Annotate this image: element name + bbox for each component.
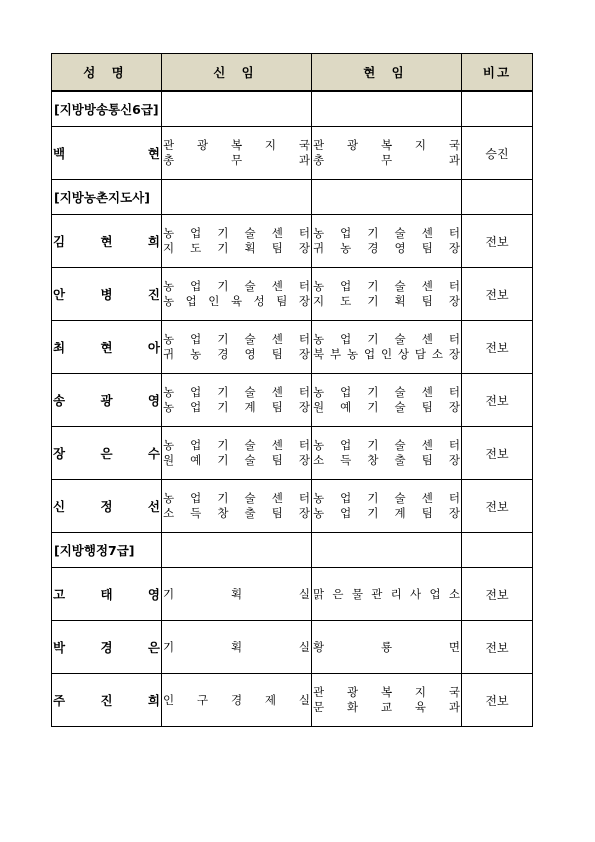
position-line: 원 예 기 술 팀 장: [163, 453, 310, 467]
position-line: 농 업 기 술 센 터: [163, 226, 310, 240]
table-row: [52, 480, 533, 533]
position-line: 농 업 인 육 성 팀 장: [163, 294, 310, 308]
table-row: [52, 321, 533, 374]
header-name: 성 명: [52, 54, 162, 92]
remark-cell: 전보: [462, 215, 533, 268]
empty-cell: [312, 91, 462, 127]
position-line: 총 무 과: [163, 153, 310, 167]
new-position-cell: [162, 374, 312, 427]
remark-cell: 전보: [462, 268, 533, 321]
position-line: 귀 농 경 영 팀 장: [313, 241, 460, 255]
person-name: 고 태 영: [52, 568, 162, 621]
current-position-cell: [312, 674, 462, 727]
position-line: 소 득 창 출 팀 장: [313, 453, 460, 467]
position-line: 농 업 기 술 센 터: [163, 332, 310, 346]
empty-cell: [312, 533, 462, 568]
table-row: [52, 127, 533, 180]
position-line: 농 업 기 술 센 터: [313, 226, 460, 240]
person-name: 백 현: [52, 127, 162, 180]
header-new-position: 신 임: [162, 54, 312, 92]
position-line: 농 업 기 계 팀 장: [313, 506, 460, 520]
current-position-cell: [312, 321, 462, 374]
remark-cell: 승진: [462, 127, 533, 180]
current-position-cell: [312, 268, 462, 321]
new-position-cell: [162, 268, 312, 321]
group-label: [지방방송통신6급]: [52, 91, 162, 127]
current-position-cell: [312, 621, 462, 674]
group-label: [지방행정7급]: [52, 533, 162, 568]
position-line: 농 업 기 술 센 터: [163, 279, 310, 293]
table-body: [52, 91, 533, 727]
current-position-cell: [312, 480, 462, 533]
empty-cell: [162, 533, 312, 568]
position-line: 소 득 창 출 팀 장: [163, 506, 310, 520]
position-line: 관 광 복 지 국: [313, 685, 460, 699]
empty-cell: [312, 180, 462, 215]
position-line: 총 무 과: [313, 153, 460, 167]
group-row: [52, 533, 533, 568]
remark-cell: 전보: [462, 621, 533, 674]
position-line: 농 업 기 술 센 터: [163, 438, 310, 452]
person-name: 안 병 진: [52, 268, 162, 321]
person-name: 장 은 수: [52, 427, 162, 480]
position-line: 기 획 실: [163, 587, 310, 601]
position-line: 원 예 기 술 팀 장: [313, 400, 460, 414]
new-position-cell: [162, 568, 312, 621]
personnel-table: [51, 53, 533, 727]
new-position-cell: [162, 215, 312, 268]
position-line: 지 도 기 획 팀 장: [163, 241, 310, 255]
position-line: 관 광 복 지 국: [313, 138, 460, 152]
current-position-cell: [312, 215, 462, 268]
table-row: [52, 621, 533, 674]
person-name: 송 광 영: [52, 374, 162, 427]
person-name: 박 경 은: [52, 621, 162, 674]
empty-cell: [162, 91, 312, 127]
header-remark: 비고: [462, 54, 533, 92]
position-line: 인 구 경 제 실: [163, 693, 310, 707]
position-line: 북 부 농 업 인 상 담 소 장: [313, 347, 460, 361]
empty-cell: [462, 91, 533, 127]
table-row: [52, 374, 533, 427]
new-position-cell: [162, 480, 312, 533]
new-position-cell: [162, 621, 312, 674]
remark-cell: 전보: [462, 568, 533, 621]
position-line: 농 업 기 술 센 터: [313, 438, 460, 452]
position-line: 황 룡 면: [313, 640, 460, 654]
empty-cell: [162, 180, 312, 215]
new-position-cell: [162, 427, 312, 480]
position-line: 문 화 교 육 과: [313, 700, 460, 714]
table-header-row: [52, 54, 533, 92]
position-line: 농 업 기 계 팀 장: [163, 400, 310, 414]
new-position-cell: [162, 127, 312, 180]
person-name: 최 현 아: [52, 321, 162, 374]
table-row: [52, 674, 533, 727]
new-position-cell: [162, 321, 312, 374]
table-row: [52, 568, 533, 621]
position-line: 맑 은 물 관 리 사 업 소: [313, 587, 460, 601]
position-line: 농 업 기 술 센 터: [163, 385, 310, 399]
position-line: 농 업 기 술 센 터: [163, 491, 310, 505]
new-position-cell: [162, 674, 312, 727]
empty-cell: [462, 533, 533, 568]
table-row: [52, 427, 533, 480]
remark-cell: 전보: [462, 321, 533, 374]
person-name: 신 정 선: [52, 480, 162, 533]
position-line: 관 광 복 지 국: [163, 138, 310, 152]
position-line: 기 획 실: [163, 640, 310, 654]
remark-cell: 전보: [462, 674, 533, 727]
position-line: 귀 농 경 영 팀 장: [163, 347, 310, 361]
remark-cell: 전보: [462, 480, 533, 533]
current-position-cell: [312, 427, 462, 480]
current-position-cell: [312, 127, 462, 180]
table-row: [52, 268, 533, 321]
group-label: [지방농촌지도사]: [52, 180, 162, 215]
group-row: [52, 180, 533, 215]
position-line: 농 업 기 술 센 터: [313, 332, 460, 346]
position-line: 지 도 기 획 팀 장: [313, 294, 460, 308]
position-line: 농 업 기 술 센 터: [313, 279, 460, 293]
position-line: 농 업 기 술 센 터: [313, 491, 460, 505]
group-row: [52, 91, 533, 127]
current-position-cell: [312, 568, 462, 621]
position-line: 농 업 기 술 센 터: [313, 385, 460, 399]
remark-cell: 전보: [462, 374, 533, 427]
person-name: 주 진 희: [52, 674, 162, 727]
header-current-position: 현 임: [312, 54, 462, 92]
remark-cell: 전보: [462, 427, 533, 480]
table-row: [52, 215, 533, 268]
current-position-cell: [312, 374, 462, 427]
person-name: 김 현 희: [52, 215, 162, 268]
empty-cell: [462, 180, 533, 215]
